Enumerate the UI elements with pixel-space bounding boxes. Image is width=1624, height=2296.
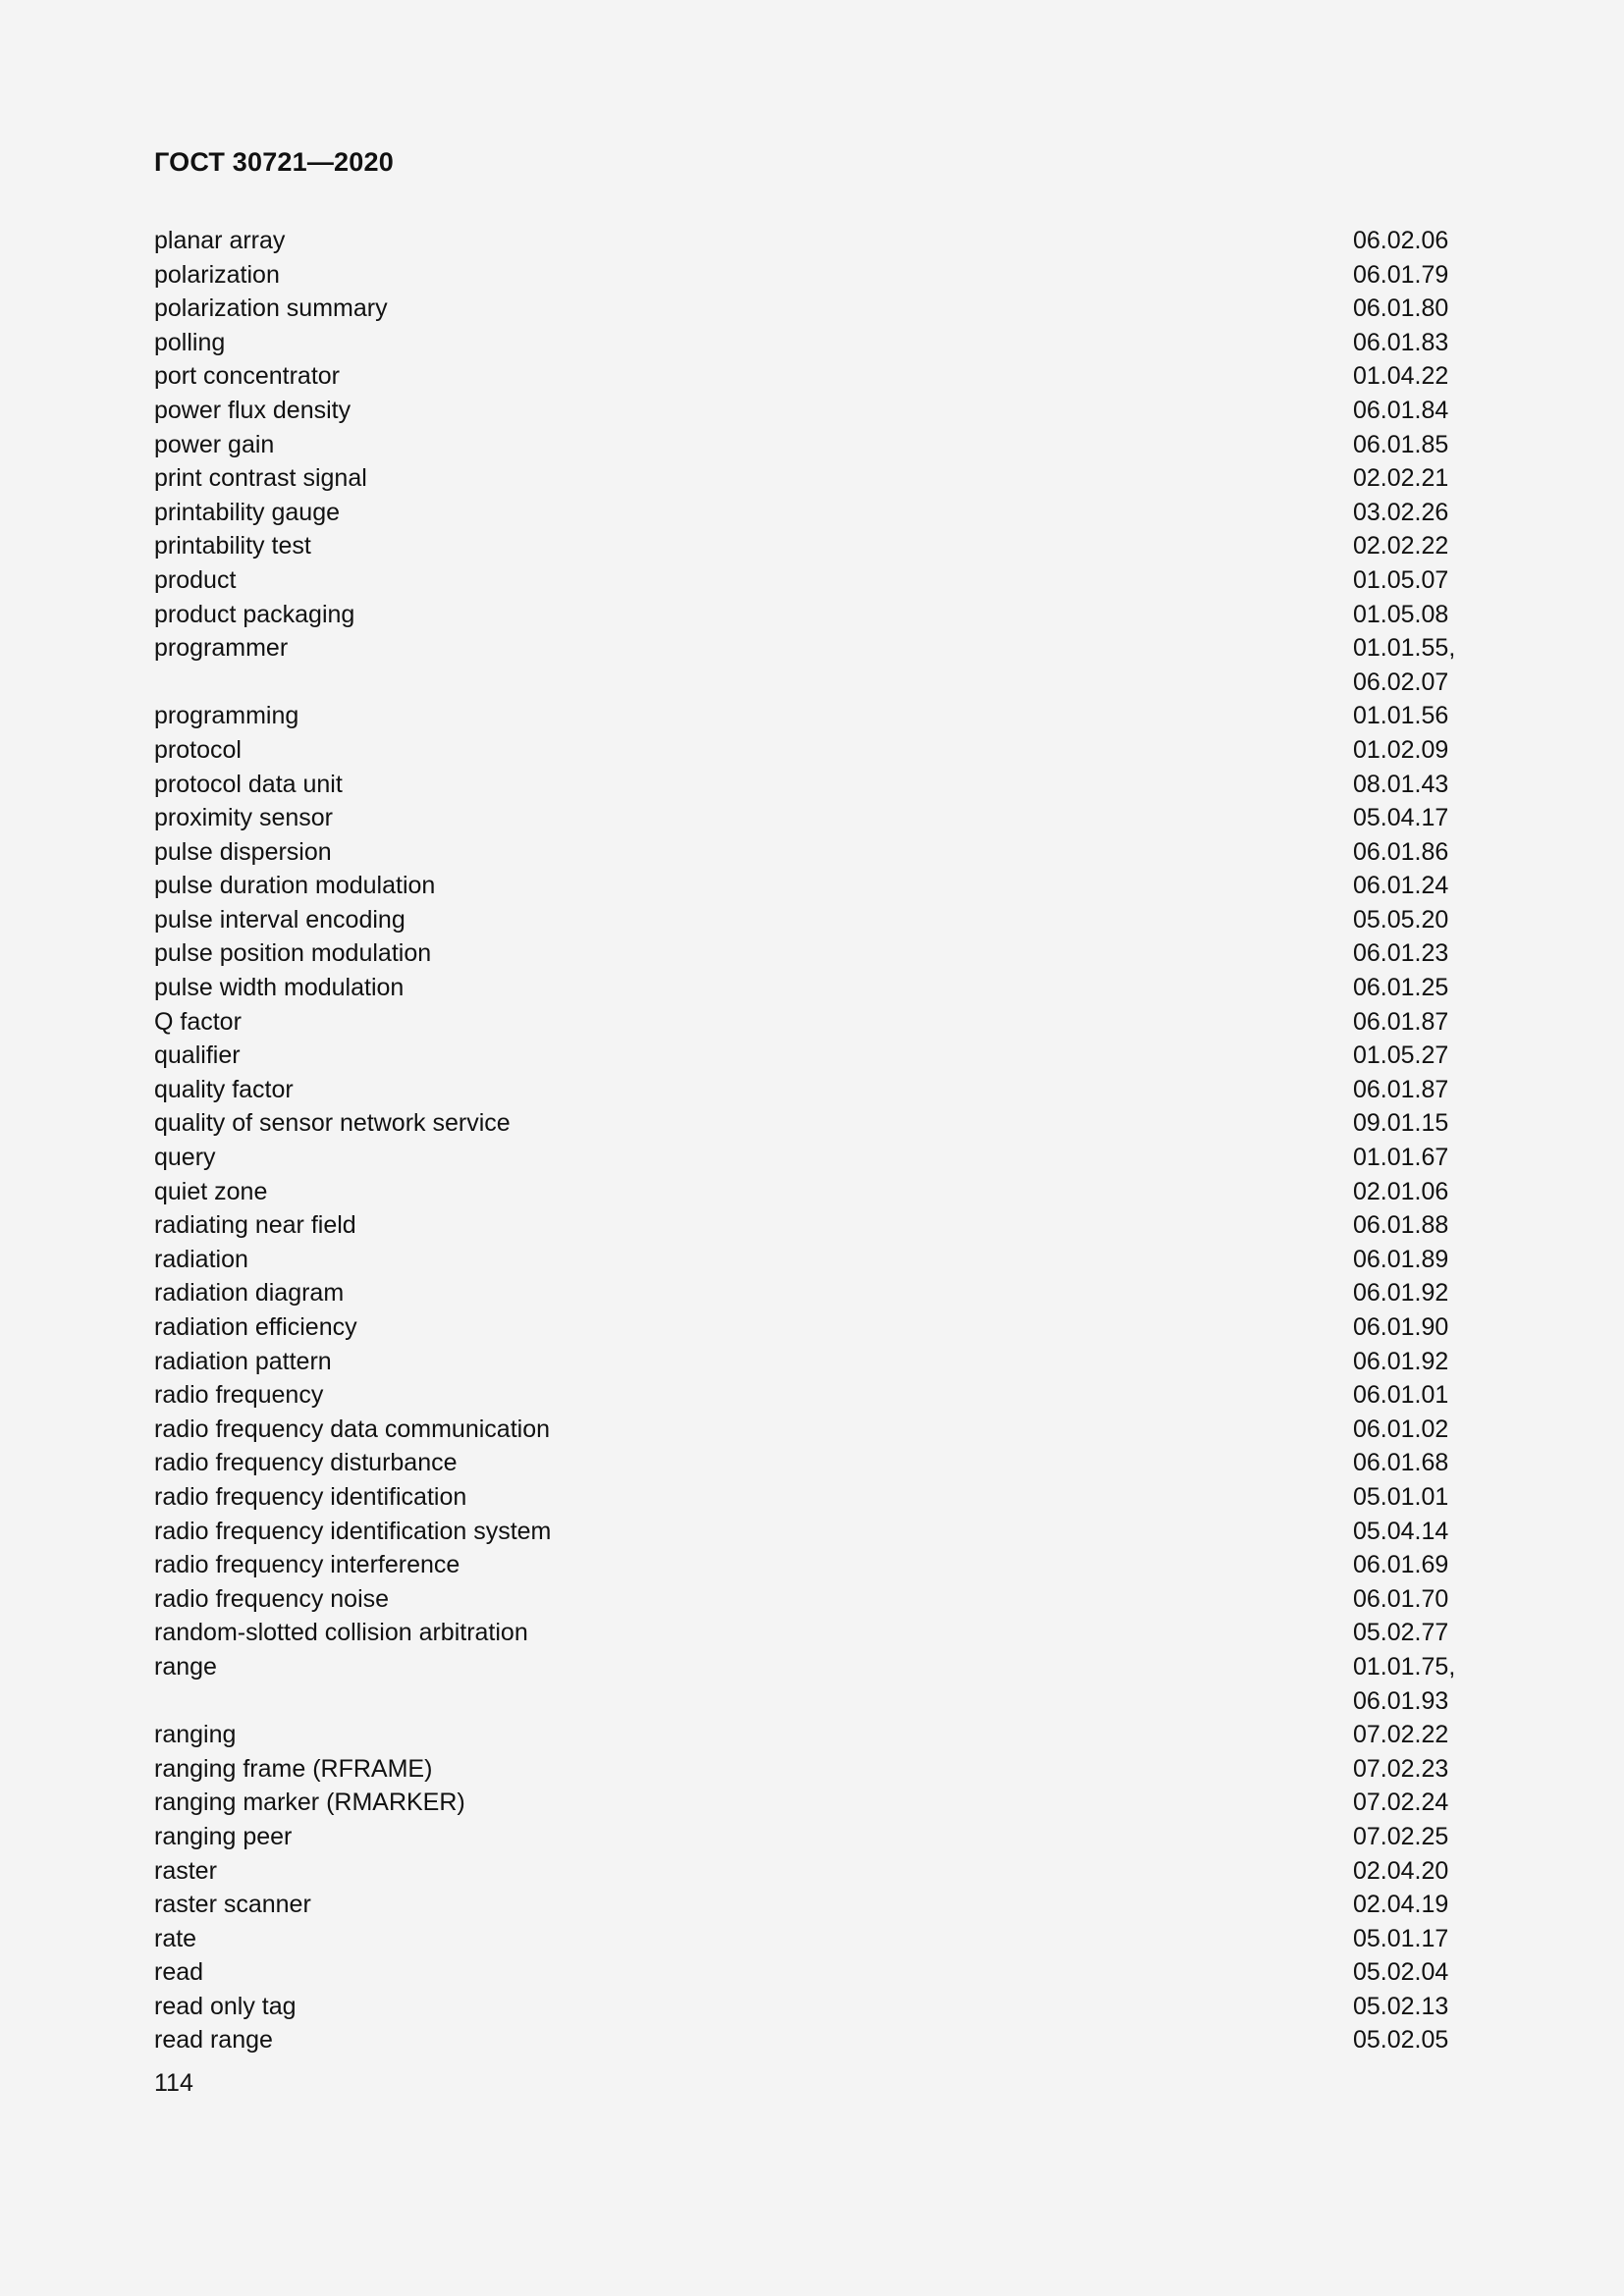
index-references [1353, 869, 1470, 903]
index-term: polling [154, 328, 226, 356]
index-references [1353, 1106, 1470, 1141]
index-term: protocol [154, 735, 242, 764]
term-reference-number: 02.04.20 [1353, 1856, 1449, 1885]
index-term: pulse dispersion [154, 837, 332, 866]
term-reference-number: 01.05.08 [1353, 600, 1449, 628]
index-entry [154, 699, 1470, 733]
index-entry [154, 496, 1470, 530]
term-reference-number: 01.05.27 [1353, 1041, 1449, 1070]
index-entry [154, 1990, 1470, 2024]
index-entry [154, 461, 1470, 496]
index-entry [154, 1752, 1470, 1787]
index-references [1353, 768, 1470, 802]
term-reference-number: 06.01.02 [1353, 1415, 1449, 1443]
index-term: rate [154, 1924, 197, 1952]
index-entry [154, 1480, 1470, 1515]
index-term: radiation diagram [154, 1279, 345, 1308]
index-references [1353, 563, 1470, 598]
index-references [1353, 1820, 1470, 1854]
index-entry [154, 1345, 1470, 1379]
term-reference-number: 06.01.93 [1353, 1686, 1449, 1715]
index-references [1353, 1310, 1470, 1345]
index-term: ranging marker (RMARKER) [154, 1789, 465, 1817]
index-references [1353, 1922, 1470, 1956]
index-entry [154, 2023, 1470, 2057]
index-references [1353, 1039, 1470, 1073]
index-term: read range [154, 2026, 273, 2055]
term-reference-number: 06.01.70 [1353, 1584, 1449, 1613]
index-references [1353, 1480, 1470, 1515]
index-entry [154, 903, 1470, 937]
index-entry [154, 1786, 1470, 1820]
index-entry [154, 1854, 1470, 1889]
index-term: quality of sensor network service [154, 1109, 511, 1138]
term-reference-number: 06.01.01 [1353, 1381, 1449, 1410]
term-reference-number: 06.02.07 [1353, 667, 1449, 696]
term-reference-number: 05.02.77 [1353, 1619, 1449, 1647]
term-reference-number: 06.01.85 [1353, 430, 1449, 458]
term-reference-number: 01.01.55, [1353, 634, 1456, 663]
index-references [1353, 936, 1470, 971]
index-references [1353, 1073, 1470, 1107]
index-term: pulse width modulation [154, 974, 405, 1002]
index-entry [154, 801, 1470, 835]
index-term: radio frequency identification system [154, 1517, 552, 1545]
index-term: proximity sensor [154, 804, 333, 832]
term-reference-number: 01.01.67 [1353, 1144, 1449, 1172]
term-reference-number: 07.02.23 [1353, 1754, 1449, 1783]
index-entry [154, 1413, 1470, 1447]
term-reference-number: 06.01.87 [1353, 1007, 1449, 1036]
index-references [1353, 1005, 1470, 1040]
term-reference-number: 05.04.17 [1353, 804, 1449, 832]
index-entry [154, 1141, 1470, 1175]
term-reference-number: 03.02.26 [1353, 498, 1449, 526]
term-reference-number: 06.01.86 [1353, 837, 1449, 866]
index-entry [154, 971, 1470, 1005]
index-entry [154, 598, 1470, 632]
index-entry [154, 835, 1470, 870]
index-term: pulse interval encoding [154, 905, 406, 934]
index-term: ranging frame (RFRAME) [154, 1754, 433, 1783]
index-term: random-slotted collision arbitration [154, 1619, 528, 1647]
index-entry [154, 1820, 1470, 1854]
index-entry [154, 326, 1470, 360]
index-entry [154, 1378, 1470, 1413]
term-reference-number: 01.01.56 [1353, 702, 1449, 730]
index-references [1353, 1650, 1470, 1718]
index-term: protocol data unit [154, 770, 343, 798]
index-references [1353, 2023, 1470, 2057]
index-references [1353, 529, 1470, 563]
index-references [1353, 1345, 1470, 1379]
index-references [1353, 1515, 1470, 1549]
term-reference-number: 06.01.80 [1353, 294, 1449, 323]
index-entry [154, 563, 1470, 598]
term-reference-number: 08.01.43 [1353, 770, 1449, 798]
index-entry [154, 258, 1470, 293]
index-references [1353, 903, 1470, 937]
term-reference-number: 01.05.07 [1353, 565, 1449, 594]
index-entry [154, 1515, 1470, 1549]
term-reference-number: 06.01.92 [1353, 1279, 1449, 1308]
index-term: pulse position modulation [154, 939, 432, 968]
index-references [1353, 1718, 1470, 1752]
term-reference-number: 05.02.13 [1353, 1992, 1449, 2020]
term-reference-number: 06.01.88 [1353, 1211, 1449, 1240]
index-entry [154, 1922, 1470, 1956]
term-reference-number: 09.01.15 [1353, 1109, 1449, 1138]
index-term: power flux density [154, 396, 352, 424]
index-term: radiation pattern [154, 1347, 332, 1375]
term-reference-number: 05.05.20 [1353, 905, 1449, 934]
index-entry [154, 224, 1470, 258]
index-entry [154, 631, 1470, 699]
term-reference-number: 05.01.01 [1353, 1482, 1449, 1511]
index-entry [154, 1243, 1470, 1277]
term-reference-number: 01.04.22 [1353, 362, 1449, 391]
index-term: radio frequency [154, 1381, 324, 1410]
term-reference-number: 06.01.84 [1353, 396, 1449, 424]
index-references [1353, 292, 1470, 326]
term-reference-number: 06.01.89 [1353, 1245, 1449, 1273]
index-entry [154, 1955, 1470, 1990]
index-references [1353, 699, 1470, 733]
index-term: port concentrator [154, 362, 340, 391]
index-references [1353, 258, 1470, 293]
index-term: radio frequency interference [154, 1551, 460, 1579]
index-references [1353, 1752, 1470, 1787]
term-reference-number: 06.01.79 [1353, 260, 1449, 289]
index-references [1353, 631, 1470, 699]
index-references [1353, 359, 1470, 394]
index-term: ranging [154, 1721, 237, 1749]
index-term: raster scanner [154, 1891, 311, 1919]
term-reference-number: 02.02.21 [1353, 464, 1449, 493]
index-references [1353, 496, 1470, 530]
index-references [1353, 1955, 1470, 1990]
term-reference-number: 02.01.06 [1353, 1177, 1449, 1205]
index-references [1353, 1141, 1470, 1175]
term-reference-number: 06.01.83 [1353, 328, 1449, 356]
index-term: polarization summary [154, 294, 388, 323]
term-reference-number: 06.01.69 [1353, 1551, 1449, 1579]
index-references [1353, 394, 1470, 428]
index-references [1353, 1990, 1470, 2024]
page-number: 114 [154, 2069, 193, 2097]
index-term: quiet zone [154, 1177, 268, 1205]
index-references [1353, 1243, 1470, 1277]
index-entry [154, 1073, 1470, 1107]
index-references [1353, 224, 1470, 258]
term-reference-number: 06.01.68 [1353, 1449, 1449, 1477]
index-references [1353, 598, 1470, 632]
index-entry [154, 1276, 1470, 1310]
index-entry [154, 1310, 1470, 1345]
index-references [1353, 971, 1470, 1005]
index-entry [154, 1106, 1470, 1141]
index-references [1353, 1582, 1470, 1617]
index-entry [154, 768, 1470, 802]
term-reference-number: 07.02.22 [1353, 1721, 1449, 1749]
index-references [1353, 801, 1470, 835]
index-term: print contrast signal [154, 464, 367, 493]
index-term: radiation [154, 1245, 248, 1273]
index-references [1353, 733, 1470, 768]
index-references [1353, 835, 1470, 870]
index-term: query [154, 1144, 216, 1172]
index-term: radio frequency disturbance [154, 1449, 458, 1477]
index-term: programmer [154, 634, 289, 663]
index-term: product packaging [154, 600, 355, 628]
index-references [1353, 1888, 1470, 1922]
index-references [1353, 1446, 1470, 1480]
term-reference-number: 07.02.24 [1353, 1789, 1449, 1817]
index-term: planar array [154, 227, 286, 254]
index-entry [154, 1582, 1470, 1617]
term-reference-number: 01.01.75, [1353, 1652, 1456, 1681]
index-entry [154, 529, 1470, 563]
term-reference-number: 05.04.14 [1353, 1517, 1449, 1545]
index-references [1353, 326, 1470, 360]
index-references [1353, 428, 1470, 462]
index-entry [154, 292, 1470, 326]
index-term: read only tag [154, 1992, 297, 2020]
index-entry [154, 359, 1470, 394]
index-term: ranging peer [154, 1822, 293, 1850]
page-header: ГОСТ 30721—2020 [154, 147, 394, 177]
index-references [1353, 1208, 1470, 1243]
term-reference-number: 05.02.04 [1353, 1958, 1449, 1987]
index-references [1353, 461, 1470, 496]
index-references [1353, 1548, 1470, 1582]
index-term: printability test [154, 532, 311, 561]
index-term: pulse duration modulation [154, 872, 436, 900]
index-entry [154, 1650, 1470, 1718]
index-entry [154, 1718, 1470, 1752]
term-reference-number: 06.01.90 [1353, 1313, 1449, 1341]
term-reference-number: 06.01.23 [1353, 939, 1449, 968]
index-term: radio frequency noise [154, 1584, 390, 1613]
index-term: range [154, 1652, 217, 1681]
index-entry [154, 1888, 1470, 1922]
index-term: qualifier [154, 1041, 241, 1070]
index-term: radio frequency identification [154, 1482, 467, 1511]
index-entry [154, 1616, 1470, 1650]
index-references [1353, 1786, 1470, 1820]
term-reference-number: 06.01.92 [1353, 1347, 1449, 1375]
term-reference-number: 06.02.06 [1353, 227, 1449, 254]
index-entry [154, 1548, 1470, 1582]
index-term: read [154, 1958, 204, 1987]
index-term: printability gauge [154, 498, 341, 526]
index-references [1353, 1616, 1470, 1650]
index-entry [154, 1446, 1470, 1480]
index-term: radiation efficiency [154, 1313, 357, 1341]
term-reference-number: 06.01.24 [1353, 872, 1449, 900]
index-entry [154, 733, 1470, 768]
term-index-list [154, 224, 1470, 2057]
index-term: radiating near field [154, 1211, 356, 1240]
index-references [1353, 1175, 1470, 1209]
index-entry [154, 428, 1470, 462]
index-entry [154, 394, 1470, 428]
index-entry [154, 1175, 1470, 1209]
index-term: power gain [154, 430, 275, 458]
term-reference-number: 01.02.09 [1353, 735, 1449, 764]
index-entry [154, 1005, 1470, 1040]
index-entry [154, 1039, 1470, 1073]
term-reference-number: 07.02.25 [1353, 1822, 1449, 1850]
index-term: radio frequency data communication [154, 1415, 551, 1443]
index-references [1353, 1378, 1470, 1413]
index-references [1353, 1854, 1470, 1889]
index-entry [154, 869, 1470, 903]
index-entry [154, 936, 1470, 971]
index-term: product [154, 565, 237, 594]
index-references [1353, 1413, 1470, 1447]
index-term: quality factor [154, 1075, 294, 1103]
term-reference-number: 05.02.05 [1353, 2026, 1449, 2055]
index-entry [154, 1208, 1470, 1243]
term-reference-number: 06.01.25 [1353, 974, 1449, 1002]
index-term: raster [154, 1856, 217, 1885]
index-term: Q factor [154, 1007, 242, 1036]
index-references [1353, 1276, 1470, 1310]
term-reference-number: 05.01.17 [1353, 1924, 1449, 1952]
index-term: programming [154, 702, 299, 730]
term-reference-number: 02.02.22 [1353, 532, 1449, 561]
index-term: polarization [154, 260, 280, 289]
term-reference-number: 06.01.87 [1353, 1075, 1449, 1103]
term-reference-number: 02.04.19 [1353, 1891, 1449, 1919]
